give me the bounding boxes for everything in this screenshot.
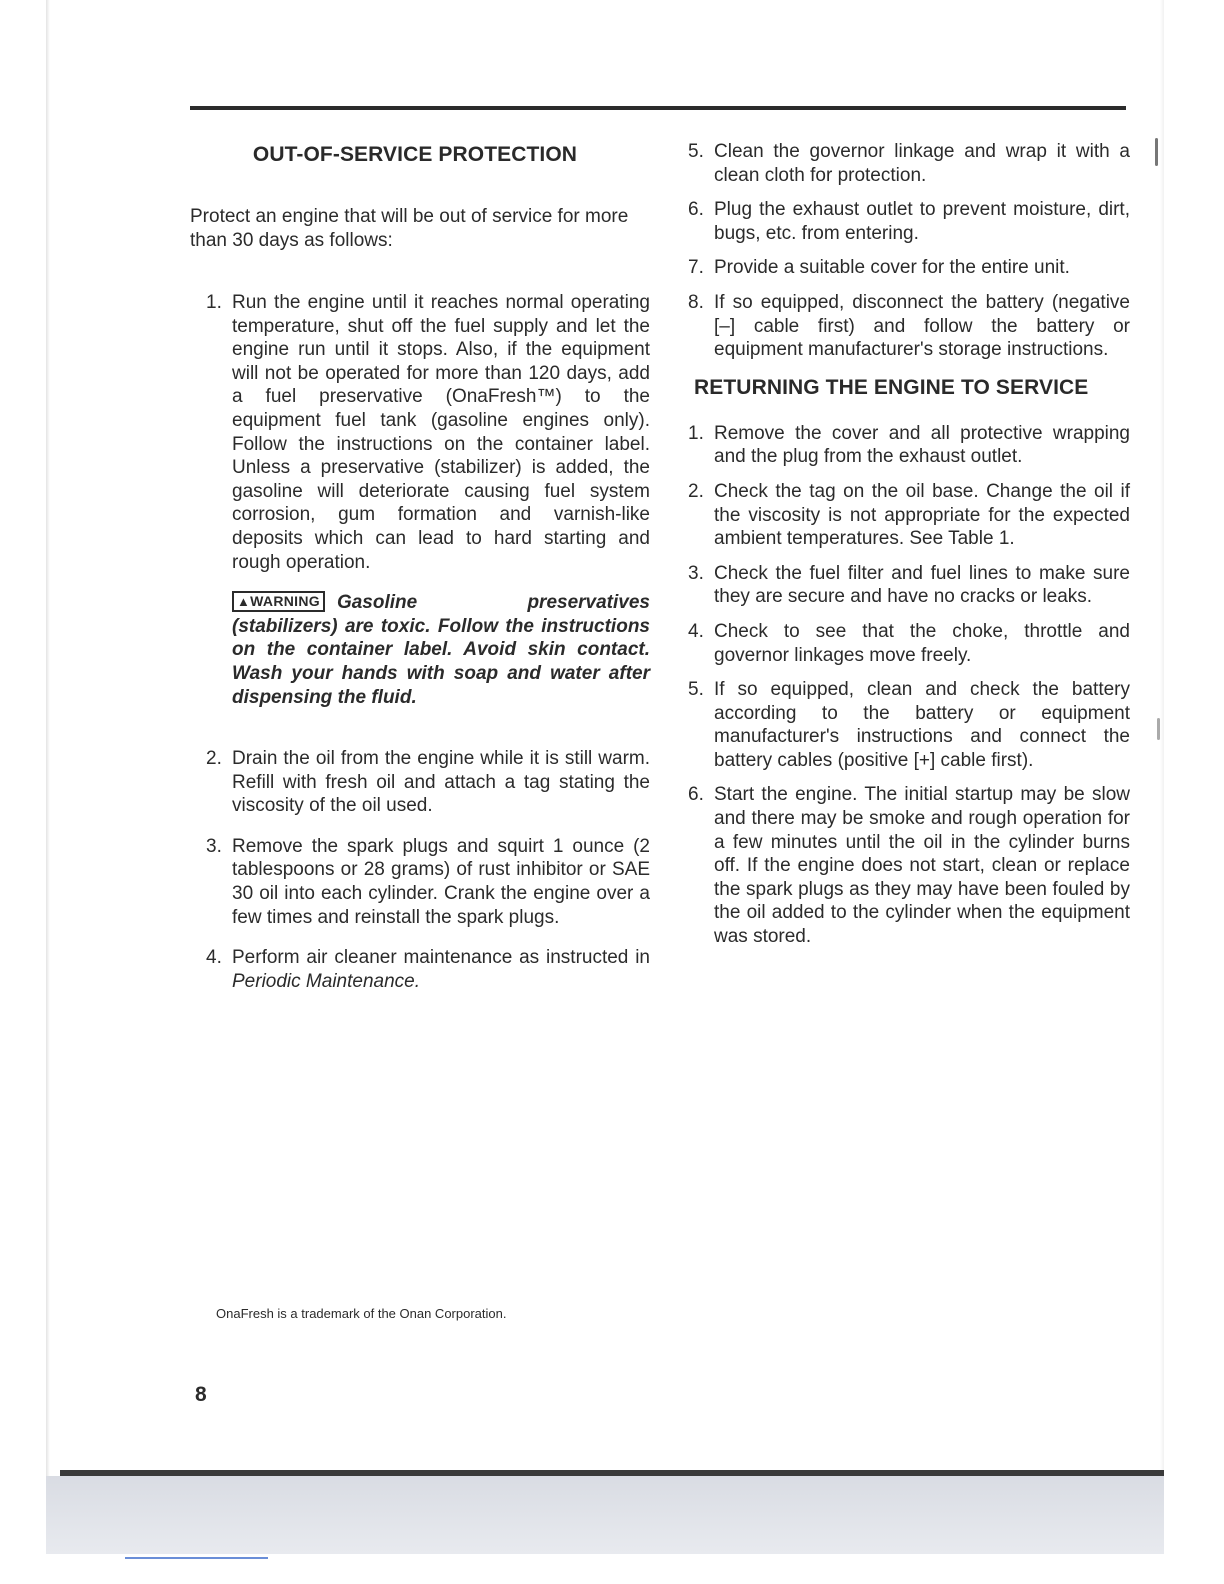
scan-bottom-shadow	[46, 1476, 1164, 1554]
step-text: Run the engine until it reaches normal operating temperature, shut off the fuel supply and let the engine run until it stops. Also, if the equipment will not be operated for more than 120 days, add a fuel preservative (OnaFresh™) to the equipment fuel tank (gasoline engines only). Follow the instructions on the container label. Unless a preservative (stabilizer) is added, the gasoline will deteriorate causing fuel system corrosion, gum formation and varnish-like deposits which can lead to hard starting and rough operation.	[232, 292, 650, 573]
warning-callout	[232, 591, 650, 709]
step-number: 1.	[688, 422, 704, 444]
step-text: Perform air cleaner maintenance as instructed in	[232, 947, 650, 969]
warning-badge	[232, 591, 325, 612]
right-column	[688, 140, 1130, 960]
step-text: Provide a suitable cover for the entire unit.	[714, 257, 1070, 279]
step-italic-reference: Periodic Maintenance.	[232, 970, 420, 992]
step-number: 6.	[688, 199, 704, 221]
top-rule	[190, 106, 1126, 110]
step-number: 5.	[688, 679, 704, 701]
step-number: 3.	[688, 562, 704, 584]
step-number: 7.	[688, 257, 704, 279]
scan-artifact-line	[125, 1557, 268, 1559]
list-item	[688, 783, 1130, 948]
step-number: 1.	[206, 292, 222, 313]
step-text: Clean the governor linkage and wrap it with a clean cloth for protection.	[714, 141, 1130, 186]
list-item	[206, 291, 650, 574]
step-number: 6.	[688, 784, 704, 806]
scan-left-margin	[0, 0, 46, 1584]
scan-left-shadow	[46, 0, 50, 1480]
step-text: If so equipped, clean and check the battery according to the battery or equipment manufacturer's instructions and connect the battery cables (positive [+] cable first).	[714, 679, 1130, 771]
step-number: 3.	[206, 835, 222, 857]
steps-list-part-b	[190, 747, 650, 993]
steps-list-part-a	[190, 291, 650, 574]
warning-triangle-icon: ▲	[237, 594, 251, 610]
warning-text: Gasoline preservatives (stabilizers) are toxic. Follow the instructions on the container label. Avoid skin contact. Wash your hands with soap and water after dispensing the fluid.	[232, 592, 650, 708]
page-number: 8	[195, 1383, 207, 1406]
list-item	[688, 140, 1130, 187]
list-item	[688, 422, 1130, 469]
step-number: 2.	[688, 480, 704, 502]
step-text: Remove the spark plugs and squirt 1 ounce (2 tablespoons or 28 grams) of rust inhibitor or SAE 30 oil into each cylinder. Crank the engine over a few times and reinstall the spark plugs.	[232, 835, 650, 928]
step-number: 5.	[688, 141, 704, 162]
list-item	[688, 198, 1130, 245]
step-text: Check the fuel filter and fuel lines to make sure they are secure and have no cracks or leaks.	[714, 562, 1130, 608]
step-text: Remove the cover and all protective wrapping and the plug from the exhaust outlet.	[714, 422, 1130, 468]
steps-list-returning	[688, 422, 1130, 949]
list-item	[688, 256, 1130, 280]
intro-paragraph: Protect an engine that will be out of service for more than 30 days as follows:	[190, 206, 629, 251]
list-item	[206, 747, 650, 818]
step-number: 4.	[688, 620, 704, 642]
step-text: Check to see that the choke, throttle and governor linkages move freely.	[714, 620, 1130, 666]
step-text: Check the tag on the oil base. Change the oil if the viscosity is not appropriate for the expected ambient temperatures. See Table 1.	[714, 480, 1130, 550]
step-text: Start the engine. The initial startup may be slow and there may be smoke and rough operation for a few minutes until the oil in the cylinder burns off. If the engine does not start, clean or replace the spark plugs as they may have been fouled by the oil added to the cylinder when the equipment was stored.	[714, 784, 1130, 948]
step-number: 4.	[206, 947, 222, 969]
scan-right-shadow	[1160, 0, 1164, 1476]
step-text: If so equipped, disconnect the battery (negative [–] cable first) and follow the battery or equipment manufacturer's storage instructions.	[714, 291, 1130, 361]
list-item	[688, 678, 1130, 772]
steps-list-continued	[688, 140, 1130, 362]
list-item	[688, 291, 1130, 362]
left-column	[190, 140, 650, 1010]
list-item	[688, 480, 1130, 551]
step-number: 2.	[206, 748, 222, 770]
list-item	[688, 562, 1130, 609]
section-title-out-of-service: OUT-OF-SERVICE PROTECTION	[252, 143, 578, 166]
warning-label: WARNING	[250, 593, 320, 610]
edge-mark-top	[1155, 138, 1158, 166]
list-item	[206, 835, 650, 929]
step-text: Plug the exhaust outlet to prevent moisture, dirt, bugs, etc. from entering.	[714, 199, 1130, 244]
list-item	[688, 620, 1130, 667]
trademark-footnote: OnaFresh is a trademark of the Onan Corporation.	[216, 1306, 507, 1321]
step-text: Drain the oil from the engine while it is still warm. Refill with fresh oil and attach a tag stating the viscosity of the oil used.	[232, 748, 650, 817]
section-title-returning-to-service: RETURNING THE ENGINE TO SERVICE	[694, 375, 1089, 399]
step-number: 8.	[688, 291, 704, 313]
list-item	[206, 946, 650, 993]
edge-mark-middle	[1157, 718, 1160, 740]
